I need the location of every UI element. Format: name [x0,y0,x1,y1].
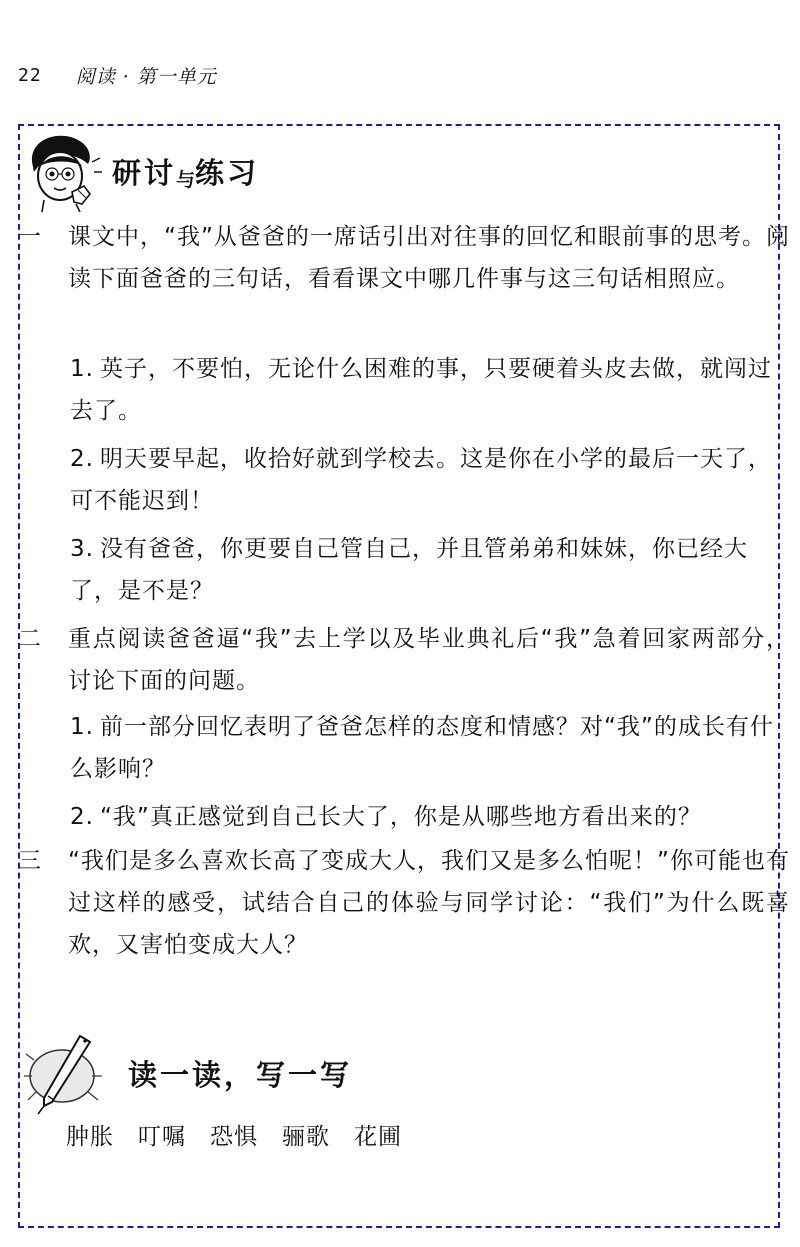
item-text: “我”真正感觉到自己长大了，你是从哪些地方看出来的？ [100,804,702,830]
question-text: 课文中，“我”从爸爸的一席话引出对往事的回忆和眼前事的思考。阅读下面爸爸的三句话，看看课文中哪几件事与这三句话相照应。 [68,224,790,292]
vocab-word: 肿胀 [66,1124,114,1150]
question-2-item-1 [70,706,784,790]
vocab-word: 恐惧 [210,1124,258,1150]
item-number: 3. [70,536,94,562]
page-number: 22 [18,64,42,86]
item-text: 明天要早起，收拾好就到学校去。这是你在小学的最后一天了，可不能迟到！ [70,446,772,514]
unit-title: 阅读 · 第一单元 [75,65,217,88]
pencil-icon [22,1030,108,1116]
reading-heading [22,1030,352,1116]
question-3 [18,840,790,966]
item-text: 前一部分回忆表明了爸爸怎样的态度和情感？对“我”的成长有什么影响？ [70,714,774,782]
vocabulary-list [66,1118,402,1151]
vocab-word: 骊歌 [282,1124,330,1150]
question-1 [18,216,790,300]
question-1-item-1 [70,348,784,432]
item-text: 没有爸爸，你更要自己管自己，并且管弟弟和妹妹，你已经大了，是不是？ [70,536,748,604]
discussion-title: 研讨与练习 [112,155,260,191]
question-2 [18,618,790,702]
question-text: 重点阅读爸爸逼“我”去上学以及毕业典礼后“我”急着回家两部分，讨论下面的问题。 [68,626,790,694]
item-number: 2. [70,446,94,472]
item-number: 1. [70,714,94,740]
page-header [18,60,217,90]
cartoon-face-icon [20,128,106,214]
discussion-heading [20,128,259,214]
item-number: 1. [70,356,94,382]
question-number: 一 [18,224,41,250]
question-number: 三 [18,848,41,874]
vocab-word: 花圃 [354,1124,402,1150]
question-text: “我们是多么喜欢长高了变成大人，我们又是多么怕呢！”你可能也有过这样的感受，试结合自己的体验与同学讨论：“我们”为什么既喜欢，又害怕变成大人？ [68,848,790,958]
reading-title: 读一读，写一写 [128,1057,353,1092]
question-1-item-3 [70,528,784,612]
item-number: 2. [70,804,94,830]
vocab-word: 叮嘱 [138,1124,186,1150]
question-number: 二 [18,626,41,652]
item-text: 英子，不要怕，无论什么困难的事，只要硬着头皮去做，就闯过去了。 [70,356,772,424]
question-1-item-2 [70,438,784,522]
question-2-item-2 [70,796,784,838]
